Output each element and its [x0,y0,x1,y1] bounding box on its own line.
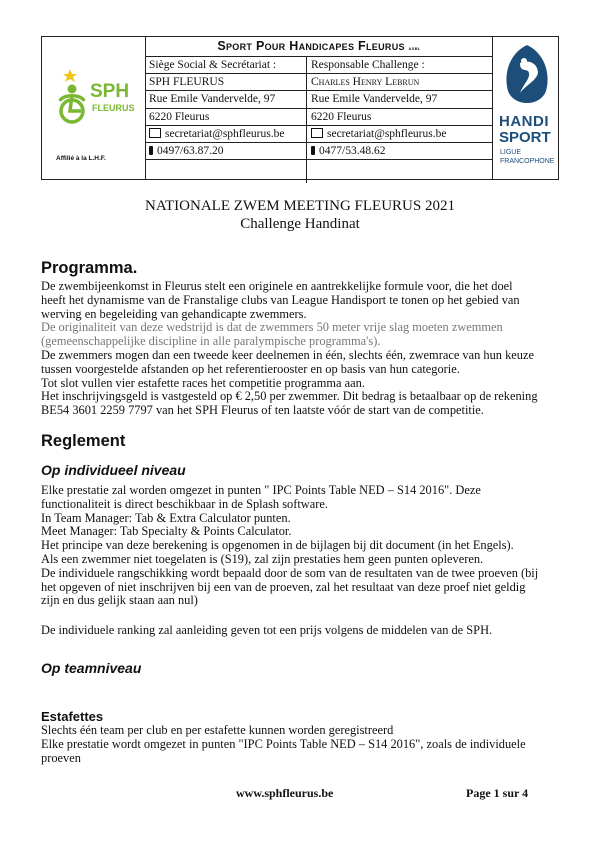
individual-paragraph [41,484,566,608]
handisport-emblem [498,43,556,111]
text-line: proeven [41,750,81,765]
handisport-logo [498,43,556,175]
phone-icon [149,146,153,155]
email-icon [311,128,323,138]
challenge-phone: 0477/53.48.62 [319,144,386,157]
team-paragraph [41,724,566,765]
text-line: De originaliteit van deze wedstrijd is dat de zwemmers 50 meter vrije slag moeten zwemmen [41,320,503,335]
siege-city: 6220 Fleurus [149,110,210,123]
text-line: BE54 3601 2259 7797 van het SPH Fleurus of ten laatste vóór de start van de competitie. [41,403,484,418]
challenge-email[interactable]: secretariat@sphfleurus.be [327,127,447,140]
contact-grid [146,56,492,166]
text-line: Slechts één team per club en per estafette kunnen worden geregistreerd [41,723,394,737]
relay-heading: Estafettes [41,709,104,724]
org-name: Sport Pour Handicapes Fleurus [217,39,405,53]
text-line: Elke prestatie zal worden omgezet in punten " IPC Points Table NED – S14 2016". Deze [41,483,481,497]
org-title [146,39,492,53]
footer-url[interactable]: www.sphfleurus.be [236,786,334,800]
text-line: Als een zwemmer niet toegelaten is (S19), zal zijn prestaties hem geen punten opleveren. [41,551,484,566]
text-line: Meet Manager: Tab Specialty & Points Calculator. [41,524,292,539]
footer-page-number: Page 1 sur 4 [466,786,529,800]
text-line: heeft het dynamisme van de Franstalige clubs van League Handisport te tonen op het gebied van [41,292,520,307]
text-line: Het inschrijvingsgeld is vastgesteld op € 2,50 per zwemmer. Dit bedrag is betaalbaar op de rekening [41,389,538,404]
programma-heading: Programma. [41,259,138,277]
challenge-heading: Responsable Challenge : [311,59,425,71]
siege-name: SPH FLEURUS [149,76,225,89]
org-suffix: asbl [408,46,421,52]
text-line: Het principe van deze berekening is opgenomen in de bijlagen bij dit document (in het Engels). [41,538,514,553]
text-line: In Team Manager: Tab & Extra Calculator punten. [41,510,291,525]
challenge-name: Charles Henry Lebrun [311,76,420,89]
team-heading: Op teamniveau [41,660,142,676]
challenge-street: Rue Emile Vandervelde, 97 [311,93,438,106]
text-line: werving en begeleiding van gehandicapte zwemmers. [41,306,307,321]
sph-sub: FLEURUS [92,103,135,113]
affiliation: Affilié à la L.H.F. [56,155,106,162]
ranking-line: De individuele ranking zal aanleiding geven tot een prijs volgens de middelen van de SPH. [41,623,493,637]
header-divider [492,37,493,179]
text-line: (gemeenschappelijke discipline in alle paralympische programma's). [41,334,381,349]
siege-email[interactable]: secretariat@sphfleurus.be [165,127,285,140]
reglement-heading: Reglement [41,432,126,450]
siege-street: Rue Emile Vandervelde, 97 [149,93,276,106]
programma-paragraph [41,280,566,418]
text-line: De zwemmers mogen dan een tweede keer deelnemen in één, slechts één, zwemrace van hun keuze [41,347,534,362]
handisport-line4: FRANCOPHONE [500,158,555,165]
text-line: zijn en dus gelijk staan aan nul) [41,593,198,608]
handisport-line1: HANDI [499,113,549,130]
phone-icon [311,146,315,155]
text-line: het opgeven of niet inschrijven bij een van de proeven, zal het resultaat van deze proef niet geldig [41,579,526,594]
challenge-city: 6220 Fleurus [311,110,372,123]
text-line: tussen voorgestelde afstanden op het referentierooster en op basis van hun categorie. [41,361,460,376]
text-line: functionaliteit is direct beschikbaar in de Splash software. [41,496,328,511]
sph-logo [48,67,140,127]
header-box [41,36,559,180]
siege-heading: Siège Social & Secrétariat : [149,59,277,71]
text-line: Tot slot vullen vier estafette races het competitie programma aan. [41,375,365,390]
text-line: Elke prestatie wordt omgezet in punten "IPC Points Table NED – S14 2016", zoals de individuele [41,736,526,751]
document-title: NATIONALE ZWEM MEETING FLEURUS 2021 [145,198,455,214]
text-line: De zwembijeenkomst in Fleurus stelt een originele en aantrekkelijke formule voor, die het doel [41,279,513,293]
individual-heading: Op individueel niveau [41,462,186,478]
sph-acronym: SPH [90,81,130,102]
email-icon [149,128,161,138]
handisport-line2: SPORT [499,129,551,146]
handisport-line3: LIGUE [500,149,522,156]
siege-phone: 0497/63.87.20 [157,144,224,157]
text-line: De individuele rangschikking wordt bepaald door de som van de resultaten van de twee proeven (bij [41,565,539,580]
document-subtitle: Challenge Handinat [240,216,360,232]
